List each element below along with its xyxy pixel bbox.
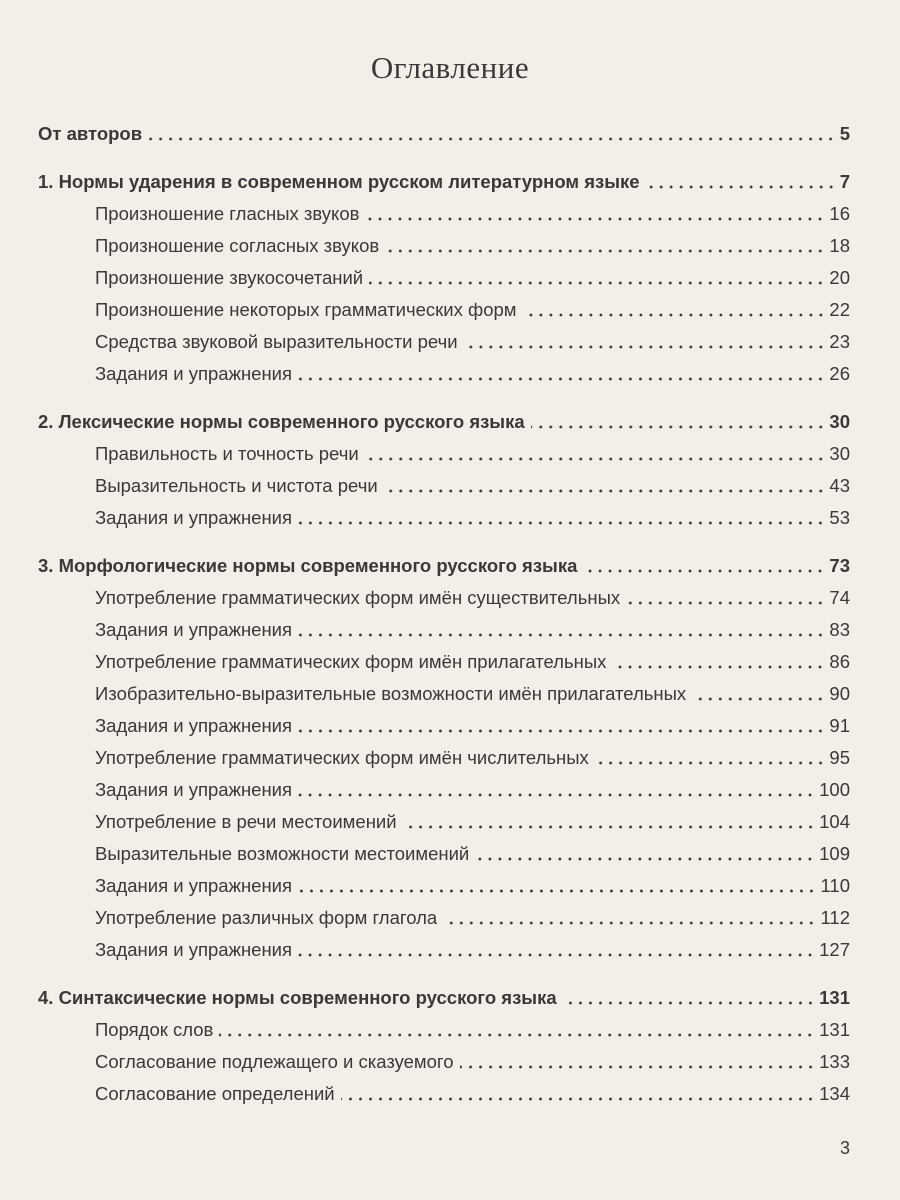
- toc-section-entry[interactable]: [38, 582, 850, 614]
- dot-leader: [612, 665, 825, 669]
- entry-page-number: 74: [829, 587, 850, 608]
- dot-leader: [148, 137, 836, 141]
- toc-section-entry[interactable]: [38, 774, 850, 806]
- dot-leader: [692, 697, 825, 701]
- entry-title: 3. Морфологические нормы современного русского языка: [38, 555, 578, 576]
- entry-title: От авторов: [38, 123, 143, 144]
- toc-chapter-entry[interactable]: [38, 550, 850, 582]
- dot-leader: [365, 217, 825, 221]
- entry-title: Задания и упражнения: [95, 363, 293, 384]
- entry-title: Выразительность и чистота речи: [95, 475, 378, 496]
- toc-section-entry[interactable]: [38, 678, 850, 710]
- entry-page-number: 133: [819, 1051, 850, 1072]
- entry-page-number: 112: [820, 907, 850, 928]
- entry-page-number: 95: [829, 747, 850, 768]
- toc-chapter-entry[interactable]: [38, 982, 850, 1014]
- entry-title: Задания и упражнения: [95, 507, 293, 528]
- entry-page-number: 23: [829, 331, 850, 352]
- entry-page-number: 30: [829, 411, 850, 432]
- toc-section-entry[interactable]: [38, 262, 850, 294]
- dot-leader: [298, 889, 816, 893]
- entry-page-number: 131: [819, 987, 850, 1008]
- page-number: 3: [839, 1138, 850, 1158]
- entry-page-number: 20: [829, 267, 850, 288]
- dot-leader: [298, 377, 825, 381]
- toc-section-entry[interactable]: [38, 710, 850, 742]
- toc-section-entry[interactable]: [38, 502, 850, 534]
- dot-leader: [298, 633, 825, 637]
- entry-page-number: 104: [819, 811, 850, 832]
- entry-page-number: 16: [829, 203, 850, 224]
- dot-leader: [626, 601, 825, 605]
- entry-title: Задания и упражнения: [95, 939, 293, 960]
- entry-title: Произношение некоторых грамматических форм: [95, 299, 517, 320]
- dot-leader: [460, 1065, 816, 1069]
- toc-section-entry[interactable]: [38, 198, 850, 230]
- dot-leader: [646, 185, 836, 189]
- dot-leader: [365, 457, 826, 461]
- entry-title: Произношение звукосочетаний: [95, 267, 364, 288]
- dot-leader: [341, 1097, 816, 1101]
- dot-leader: [563, 1001, 815, 1005]
- toc-section-entry[interactable]: [38, 870, 850, 902]
- dot-leader: [531, 425, 826, 429]
- toc-section-entry[interactable]: [38, 742, 850, 774]
- dot-leader: [298, 521, 825, 525]
- toc-section-entry[interactable]: [38, 838, 850, 870]
- dot-leader: [583, 569, 825, 573]
- dot-leader: [369, 281, 825, 285]
- entry-page-number: 83: [829, 619, 850, 640]
- toc-section-entry[interactable]: [38, 934, 850, 966]
- dot-leader: [443, 921, 816, 925]
- entry-page-number: 43: [829, 475, 850, 496]
- entry-page-number: 91: [829, 715, 850, 736]
- table-of-contents: [38, 118, 850, 1110]
- entry-page-number: 110: [820, 875, 850, 896]
- entry-title: Задания и упражнения: [95, 779, 293, 800]
- toc-section-entry[interactable]: [38, 614, 850, 646]
- toc-section-entry[interactable]: [38, 646, 850, 678]
- entry-title: Задания и упражнения: [95, 715, 293, 736]
- toc-section-entry[interactable]: [38, 902, 850, 934]
- entry-page-number: 109: [819, 843, 850, 864]
- entry-title: Задания и упражнения: [95, 875, 293, 896]
- entry-title: Задания и упражнения: [95, 619, 293, 640]
- entry-title: Употребление грамматических форм имён числительных: [95, 747, 589, 768]
- toc-section-entry[interactable]: [38, 326, 850, 358]
- dot-leader: [464, 345, 826, 349]
- toc-chapter-entry[interactable]: [38, 118, 850, 150]
- dot-leader: [595, 761, 826, 765]
- dot-leader: [403, 825, 816, 829]
- dot-leader: [384, 489, 826, 493]
- toc-section-entry[interactable]: [38, 294, 850, 326]
- entry-title: Выразительные возможности местоимений: [95, 843, 470, 864]
- entry-page-number: 7: [839, 171, 850, 192]
- toc-section-entry[interactable]: [38, 1078, 850, 1110]
- page-title: Оглавление: [370, 50, 530, 85]
- toc-section-entry[interactable]: [38, 438, 850, 470]
- toc-section-entry[interactable]: [38, 1046, 850, 1078]
- entry-title: Согласование подлежащего и сказуемого: [95, 1051, 454, 1072]
- toc-chapter-entry[interactable]: [38, 166, 850, 198]
- entry-title: Произношение гласных звуков: [95, 203, 360, 224]
- entry-title: Правильность и точность речи: [95, 443, 359, 464]
- entry-page-number: 73: [829, 555, 850, 576]
- entry-title: Употребление в речи местоимений: [95, 811, 397, 832]
- entry-title: Средства звуковой выразительности речи: [95, 331, 458, 352]
- toc-section-entry[interactable]: [38, 470, 850, 502]
- toc-section-entry[interactable]: [38, 358, 850, 390]
- entry-page-number: 53: [829, 507, 850, 528]
- entry-title: Изобразительно-выразительные возможности имён прилагательных: [95, 683, 687, 704]
- dot-leader: [298, 729, 825, 733]
- toc-section-entry[interactable]: [38, 1014, 850, 1046]
- entry-title: Употребление грамматических форм имён прилагательных: [95, 651, 607, 672]
- entry-title: Порядок слов: [95, 1019, 214, 1040]
- entry-title: 2. Лексические нормы современного русского языка: [38, 411, 525, 432]
- toc-chapter-entry[interactable]: [38, 406, 850, 438]
- dot-leader: [475, 857, 815, 861]
- dot-leader: [385, 249, 825, 253]
- entry-title: Согласование определений: [95, 1083, 335, 1104]
- entry-page-number: 5: [839, 123, 850, 144]
- entry-page-number: 131: [819, 1019, 850, 1040]
- entry-page-number: 100: [819, 779, 850, 800]
- entry-page-number: 86: [829, 651, 850, 672]
- entry-page-number: 22: [829, 299, 850, 320]
- dot-leader: [298, 953, 815, 957]
- dot-leader: [219, 1033, 815, 1037]
- entry-page-number: 18: [829, 235, 850, 256]
- entry-page-number: 127: [819, 939, 850, 960]
- entry-title: 1. Нормы ударения в современном русском литературном языке: [38, 171, 640, 192]
- entry-page-number: 30: [829, 443, 850, 464]
- toc-section-entry[interactable]: [38, 806, 850, 838]
- dot-leader: [523, 313, 826, 317]
- entry-title: Произношение согласных звуков: [95, 235, 380, 256]
- entry-page-number: 134: [819, 1083, 850, 1104]
- entry-title: Употребление грамматических форм имён существительных: [95, 587, 621, 608]
- toc-section-entry[interactable]: [38, 230, 850, 262]
- entry-title: Употребление различных форм глагола: [95, 907, 438, 928]
- entry-page-number: 90: [829, 683, 850, 704]
- entry-page-number: 26: [829, 363, 850, 384]
- dot-leader: [298, 793, 815, 797]
- entry-title: 4. Синтаксические нормы современного русского языка: [38, 987, 557, 1008]
